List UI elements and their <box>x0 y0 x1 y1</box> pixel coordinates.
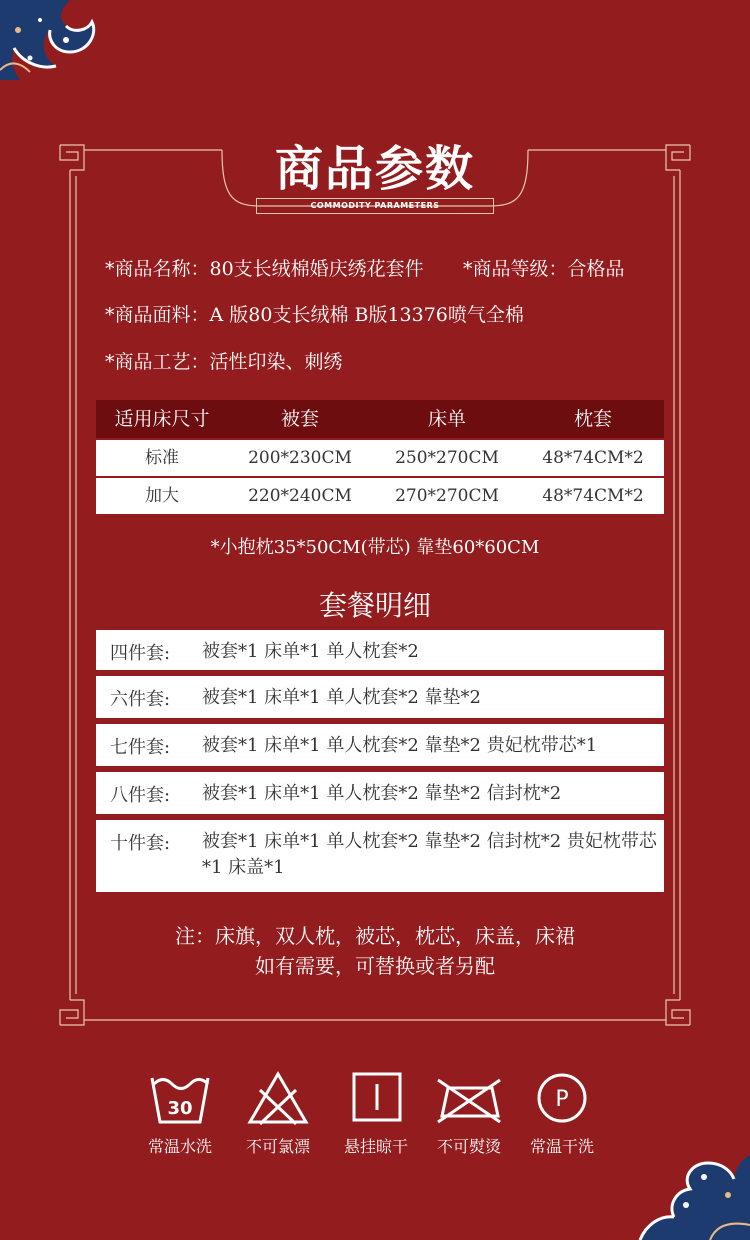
care-label: 不可熨烫 <box>436 1137 501 1156</box>
list-item <box>96 630 664 670</box>
care-label: 常温水洗 <box>147 1137 212 1156</box>
package-content: 被套*1 床单*1 单人枕套*2 靠垫*2 贵妃枕带芯*1 <box>202 735 598 756</box>
care-label: 常温干洗 <box>529 1137 594 1156</box>
care-item-hang <box>331 1070 421 1157</box>
care-item-iron <box>424 1070 514 1157</box>
size-cell: 48*74CM*2 <box>542 486 644 506</box>
svg-text:P: P <box>555 1087 569 1112</box>
list-item <box>96 772 664 814</box>
table-row <box>96 440 664 476</box>
package-label: 四件套: <box>110 643 171 664</box>
size-table <box>96 400 664 514</box>
size-table-header <box>96 400 664 438</box>
svg-text:30: 30 <box>167 1098 193 1119</box>
page-title: 商品参数 <box>274 141 475 197</box>
size-cell: 250*270CM <box>395 448 499 468</box>
size-cell: 加大 <box>145 486 179 506</box>
care-label: 悬挂晾干 <box>343 1137 408 1156</box>
dry-clean-icon <box>530 1070 594 1126</box>
product-craft: *商品工艺：活性印染、刺绣 <box>105 351 343 373</box>
package-label: 十件套: <box>110 833 171 854</box>
package-content: 被套*1 床单*1 单人枕套*2 靠垫*2 信封枕*2 <box>202 783 562 804</box>
size-header-cell: 适用床尺寸 <box>114 408 210 430</box>
care-label: 不可氯漂 <box>245 1137 310 1156</box>
size-header-cell: 被套 <box>280 408 319 430</box>
size-cell: 48*74CM*2 <box>542 448 644 468</box>
package-content: 被套*1 床单*1 单人枕套*2 <box>202 641 419 662</box>
note-line-2: 如有需要，可替换或者另配 <box>255 954 495 978</box>
no-iron-icon <box>434 1070 504 1126</box>
size-cell: 270*270CM <box>395 486 499 506</box>
note-line-1: 注：床旗，双人枕，被芯，枕芯，床盖，床裙 <box>175 924 575 948</box>
product-name: *商品名称：80支长绒棉婚庆绣花套件 <box>105 258 424 280</box>
size-header-cell: 枕套 <box>573 408 612 430</box>
product-grade: *商品等级：合格品 <box>463 258 625 280</box>
product-fabric: *商品面料：A 版80支长绒棉 B版13376喷气全棉 <box>105 304 524 326</box>
list-item <box>96 820 664 892</box>
package-label: 八件套: <box>110 785 171 806</box>
care-item-wash <box>135 1070 225 1157</box>
no-bleach-icon <box>246 1070 310 1126</box>
care-item-bleach <box>233 1070 323 1157</box>
package-label: 七件套: <box>110 737 171 758</box>
size-cell: 标准 <box>145 448 179 468</box>
size-header-cell: 床单 <box>427 408 466 430</box>
package-content: 被套*1 床单*1 单人枕套*2 靠垫*2 <box>202 687 481 708</box>
package-title: 套餐明细 <box>318 589 431 622</box>
list-item <box>96 724 664 766</box>
size-cell: 220*240CM <box>248 486 352 506</box>
care-item-dryclean <box>517 1070 607 1157</box>
size-cell: 200*230CM <box>248 448 352 468</box>
page-subtitle: COMMODITY PARAMETERS <box>256 198 494 214</box>
pillow-note: *小抱枕35*50CM(带芯) 靠垫60*60CM <box>210 537 540 558</box>
hang-dry-icon <box>344 1070 408 1126</box>
list-item <box>96 676 664 718</box>
table-row <box>96 478 664 514</box>
package-label: 六件套: <box>110 689 171 710</box>
package-content: 被套*1 床单*1 单人枕套*2 靠垫*2 信封枕*2 贵妃枕带芯*1 床盖*1 <box>202 831 657 878</box>
wash-30-icon <box>148 1070 212 1126</box>
